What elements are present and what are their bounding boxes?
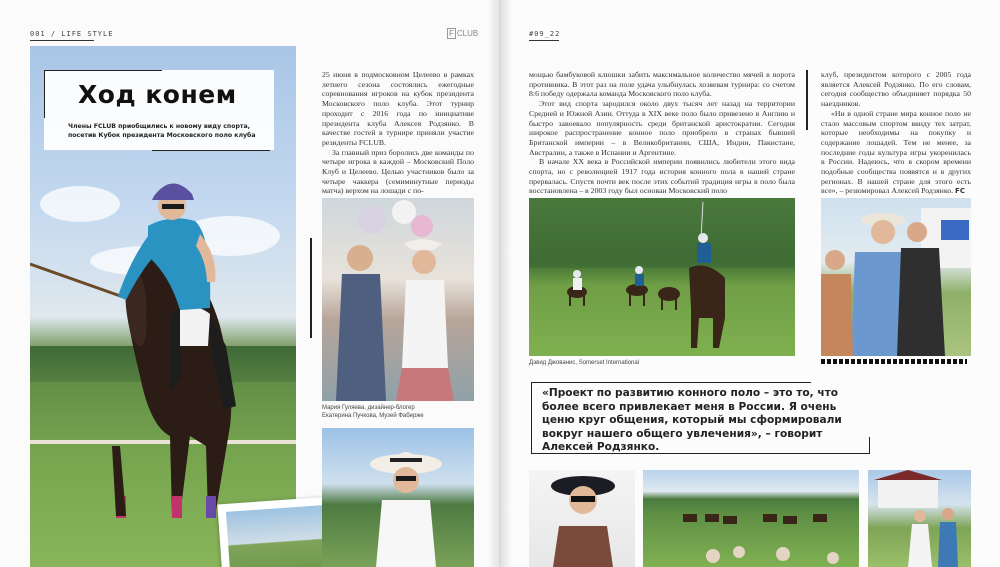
column-3-paragraph: [821, 109, 971, 197]
left-folio: 001 / LIFE STYLE: [30, 30, 114, 38]
column-2-paragraph: Этот вид спорта зародился около двух тысяч лет назад на территории Средней и Южной Азии. Оттуда в XIX веке поло было привезено в Англию и быстро завоевало популярность среди британской аристократии. Сегодня широкое распространение конное поло приобрело в странах бывшей Британской империи – в Великобритании, США, Индии, Пакистане, Австралии, а также в Испании и Аргентине.: [529, 99, 795, 157]
guest-photo-hat: [322, 428, 474, 567]
guest-photo-black-hat: [529, 470, 635, 567]
column-3-quote: «Ни в одной стране мира конное поло не стало массовым спортом ввиду тех затрат, которые необходимы на покупку и содержание лошадей. Тем не менее, за последние годы культура игры укоренилась в России. Надеюсь, что в скором времени подобные сообщества появятся и в других регионах. В нашей стране для этого есть все», – резюмировал Алексей Родзянко.: [821, 108, 971, 196]
column-2-paragraph: В начале XX века в Российской империи появились любители этого вида спорта, но с революцией 1917 года история конного пола в нашей стране прервалась. Спустя почти век после этих событий традиция игры в поло была восстановлена – в 2003 году был основан Московский поло: [529, 157, 795, 196]
left-folio-rule: [30, 40, 94, 41]
quote-rule-top: [531, 382, 811, 383]
right-folio: #09_22: [529, 30, 561, 38]
guests-photo-men: [821, 198, 971, 356]
column-1-paragraph: За главный приз боролись две команды по четыре игрока в каждой – Московский Поло Клуб и Целеево. Целью участников было за четыре чаккера (семиминутные периоды матча) верхом на лошади с по-: [322, 147, 474, 196]
article-title: Ход конем: [78, 80, 237, 109]
title-frame-top: [44, 70, 162, 71]
left-vertical-rule: [310, 238, 312, 338]
title-frame-bottom: [152, 150, 270, 151]
pull-quote: «Проект по развитию конного поло – это то, что более всего привлекает меня в России. Я очень ценю круг общения, который мы сформировали вокруг нашего общего увлечения», – говорит Алексей Родзянко.: [542, 387, 842, 453]
caption-polo-photo: Дэвид Джованис, Somerset International: [529, 360, 640, 366]
article-column-3: [821, 70, 971, 197]
right-folio-rule: [529, 40, 559, 41]
polo-field-wide-photo: [643, 470, 859, 567]
article-column-2: [529, 70, 795, 196]
guests-photo-women: [322, 198, 474, 401]
caption-women-photo: [322, 405, 482, 420]
title-frame-left: [44, 70, 45, 118]
quote-rule-left: [531, 382, 532, 454]
caption-line: Мария Гуляева, дизайнер-блогер: [322, 405, 415, 411]
article-column-1: [322, 70, 474, 196]
brand-mark: [447, 28, 478, 39]
column-3-paragraph: клуб, президентом которого с 2005 года является Алексей Родзянко. По его словам, сегодня сообщество объединяет порядка 50 наездников.: [821, 70, 971, 109]
article-subtitle: Члены FCLUB приобщились к новому виду спорта, посетив Кубок президента Московского поло клуба: [68, 123, 256, 139]
guests-walking-photo: [868, 470, 971, 567]
brand-letter: F: [449, 29, 454, 38]
photo-edge-pattern: [821, 359, 967, 364]
polo-match-photo: [529, 198, 795, 356]
right-vertical-rule: [806, 70, 808, 130]
column-2-paragraph: мощью бамбуковой клюшки забить максимальное количество мячей в ворота противника. В этот раз на поле удача улыбнулась хозяевам турнира: со счетом 8:6 победу одержала команда Московского поло клуба.: [529, 70, 795, 99]
column-1-paragraph: 25 июня в подмосковном Целеево в рамках летнего сезона состоялись ежегодные соревнования игроков на кубок президента Московского поло клуба. Этот турнир проходит с 2016 года по инициативе президента клуба Алексея Родзянко. В качестве гостей в турнире приняли участие резиденты FCLUB.: [322, 70, 474, 147]
page-gutter: [488, 0, 512, 567]
end-mark: FC: [955, 187, 965, 196]
caption-line: Екатерина Пучкова, Музей Фаберже: [322, 412, 424, 419]
brand-word: CLUB: [456, 29, 479, 38]
